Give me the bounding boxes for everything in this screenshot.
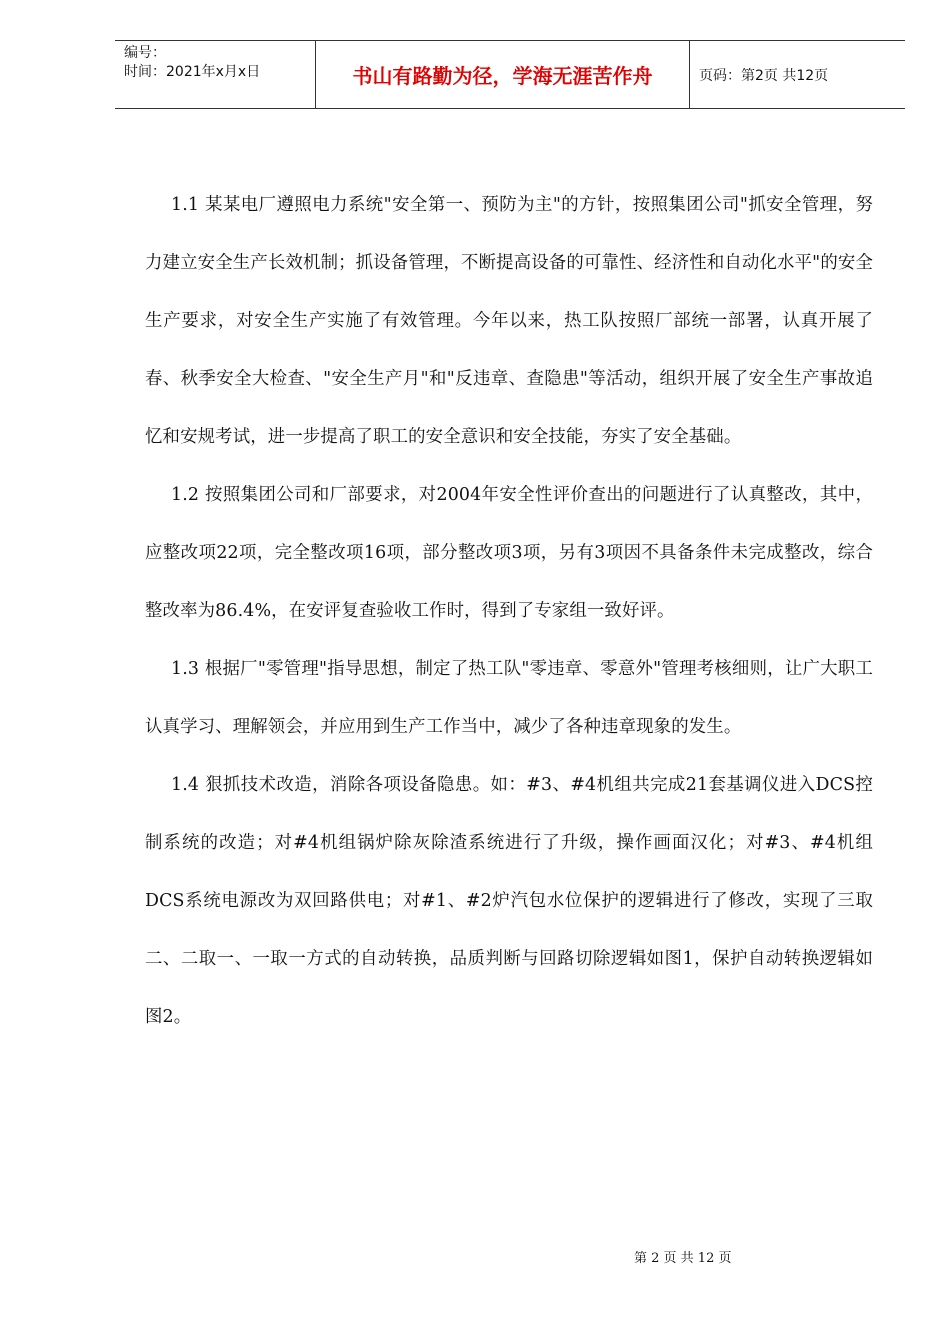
page-footer: 第 2 页 共 12 页 xyxy=(634,1251,732,1266)
header-slogan-cell xyxy=(316,41,690,108)
header-page-cell xyxy=(690,41,905,108)
paragraph-1-3: 1.3 根据厂"零管理"指导思想，制定了热工队"零违章、零意外"管理考核细则，让广大职工认真学习、理解领会，并应用到生产工作当中，减少了各种违章现象的发生。 xyxy=(145,659,873,737)
header-page-number: 页码：第2页 共12页 xyxy=(699,67,829,84)
header-slogan: 书山有路勤为径，学海无涯苦作舟 xyxy=(352,64,653,88)
paragraph-1-4: 1.4 狠抓技术改造，消除各项设备隐患。如：#3、#4机组共完成21套基调仪进入DCS控制系统的改造；对#4机组锅炉除灰除渣系统进行了升级，操作画面汉化；对#3、#4机组DCS系统电源改为双回路供电；对#1、#2炉汽包水位保护的逻辑进行了修改，实现了三取二、二取一、一取一方式的自动转换，品质判断与回路切除逻辑如图1，保护自动转换逻辑如图2。 xyxy=(145,775,873,1027)
paragraph-1-1: 1.1 某某电厂遵照电力系统"安全第一、预防为主"的方针，按照集团公司"抓安全管理，努力建立安全生产长效机制；抓设备管理，不断提高设备的可靠性、经济性和自动化水平"的安全生产要求，对安全生产实施了有效管理。今年以来，热工队按照厂部统一部署，认真开展了春、秋季安全大检查、"安全生产月"和"反违章、查隐患"等活动，组织开展了安全生产事故追忆和安规考试，进一步提高了职工的安全意识和安全技能，夯实了安全基础。 xyxy=(145,195,873,447)
document-body xyxy=(145,176,873,1046)
paragraph-1-2: 1.2 按照集团公司和厂部要求，对2004年安全性评价查出的问题进行了认真整改，其中，应整改项22项，完全整改项16项，部分整改项3项，另有3项因不具备条件未完成整改，综合整改率为86.4%，在安评复查验收工作时，得到了专家组一致好评。 xyxy=(145,485,873,621)
header-meta xyxy=(115,41,316,108)
document-number-label: 编号： xyxy=(124,45,166,61)
document-date-label: 时间：2021年x月x日 xyxy=(124,64,261,80)
document-header xyxy=(115,40,905,109)
